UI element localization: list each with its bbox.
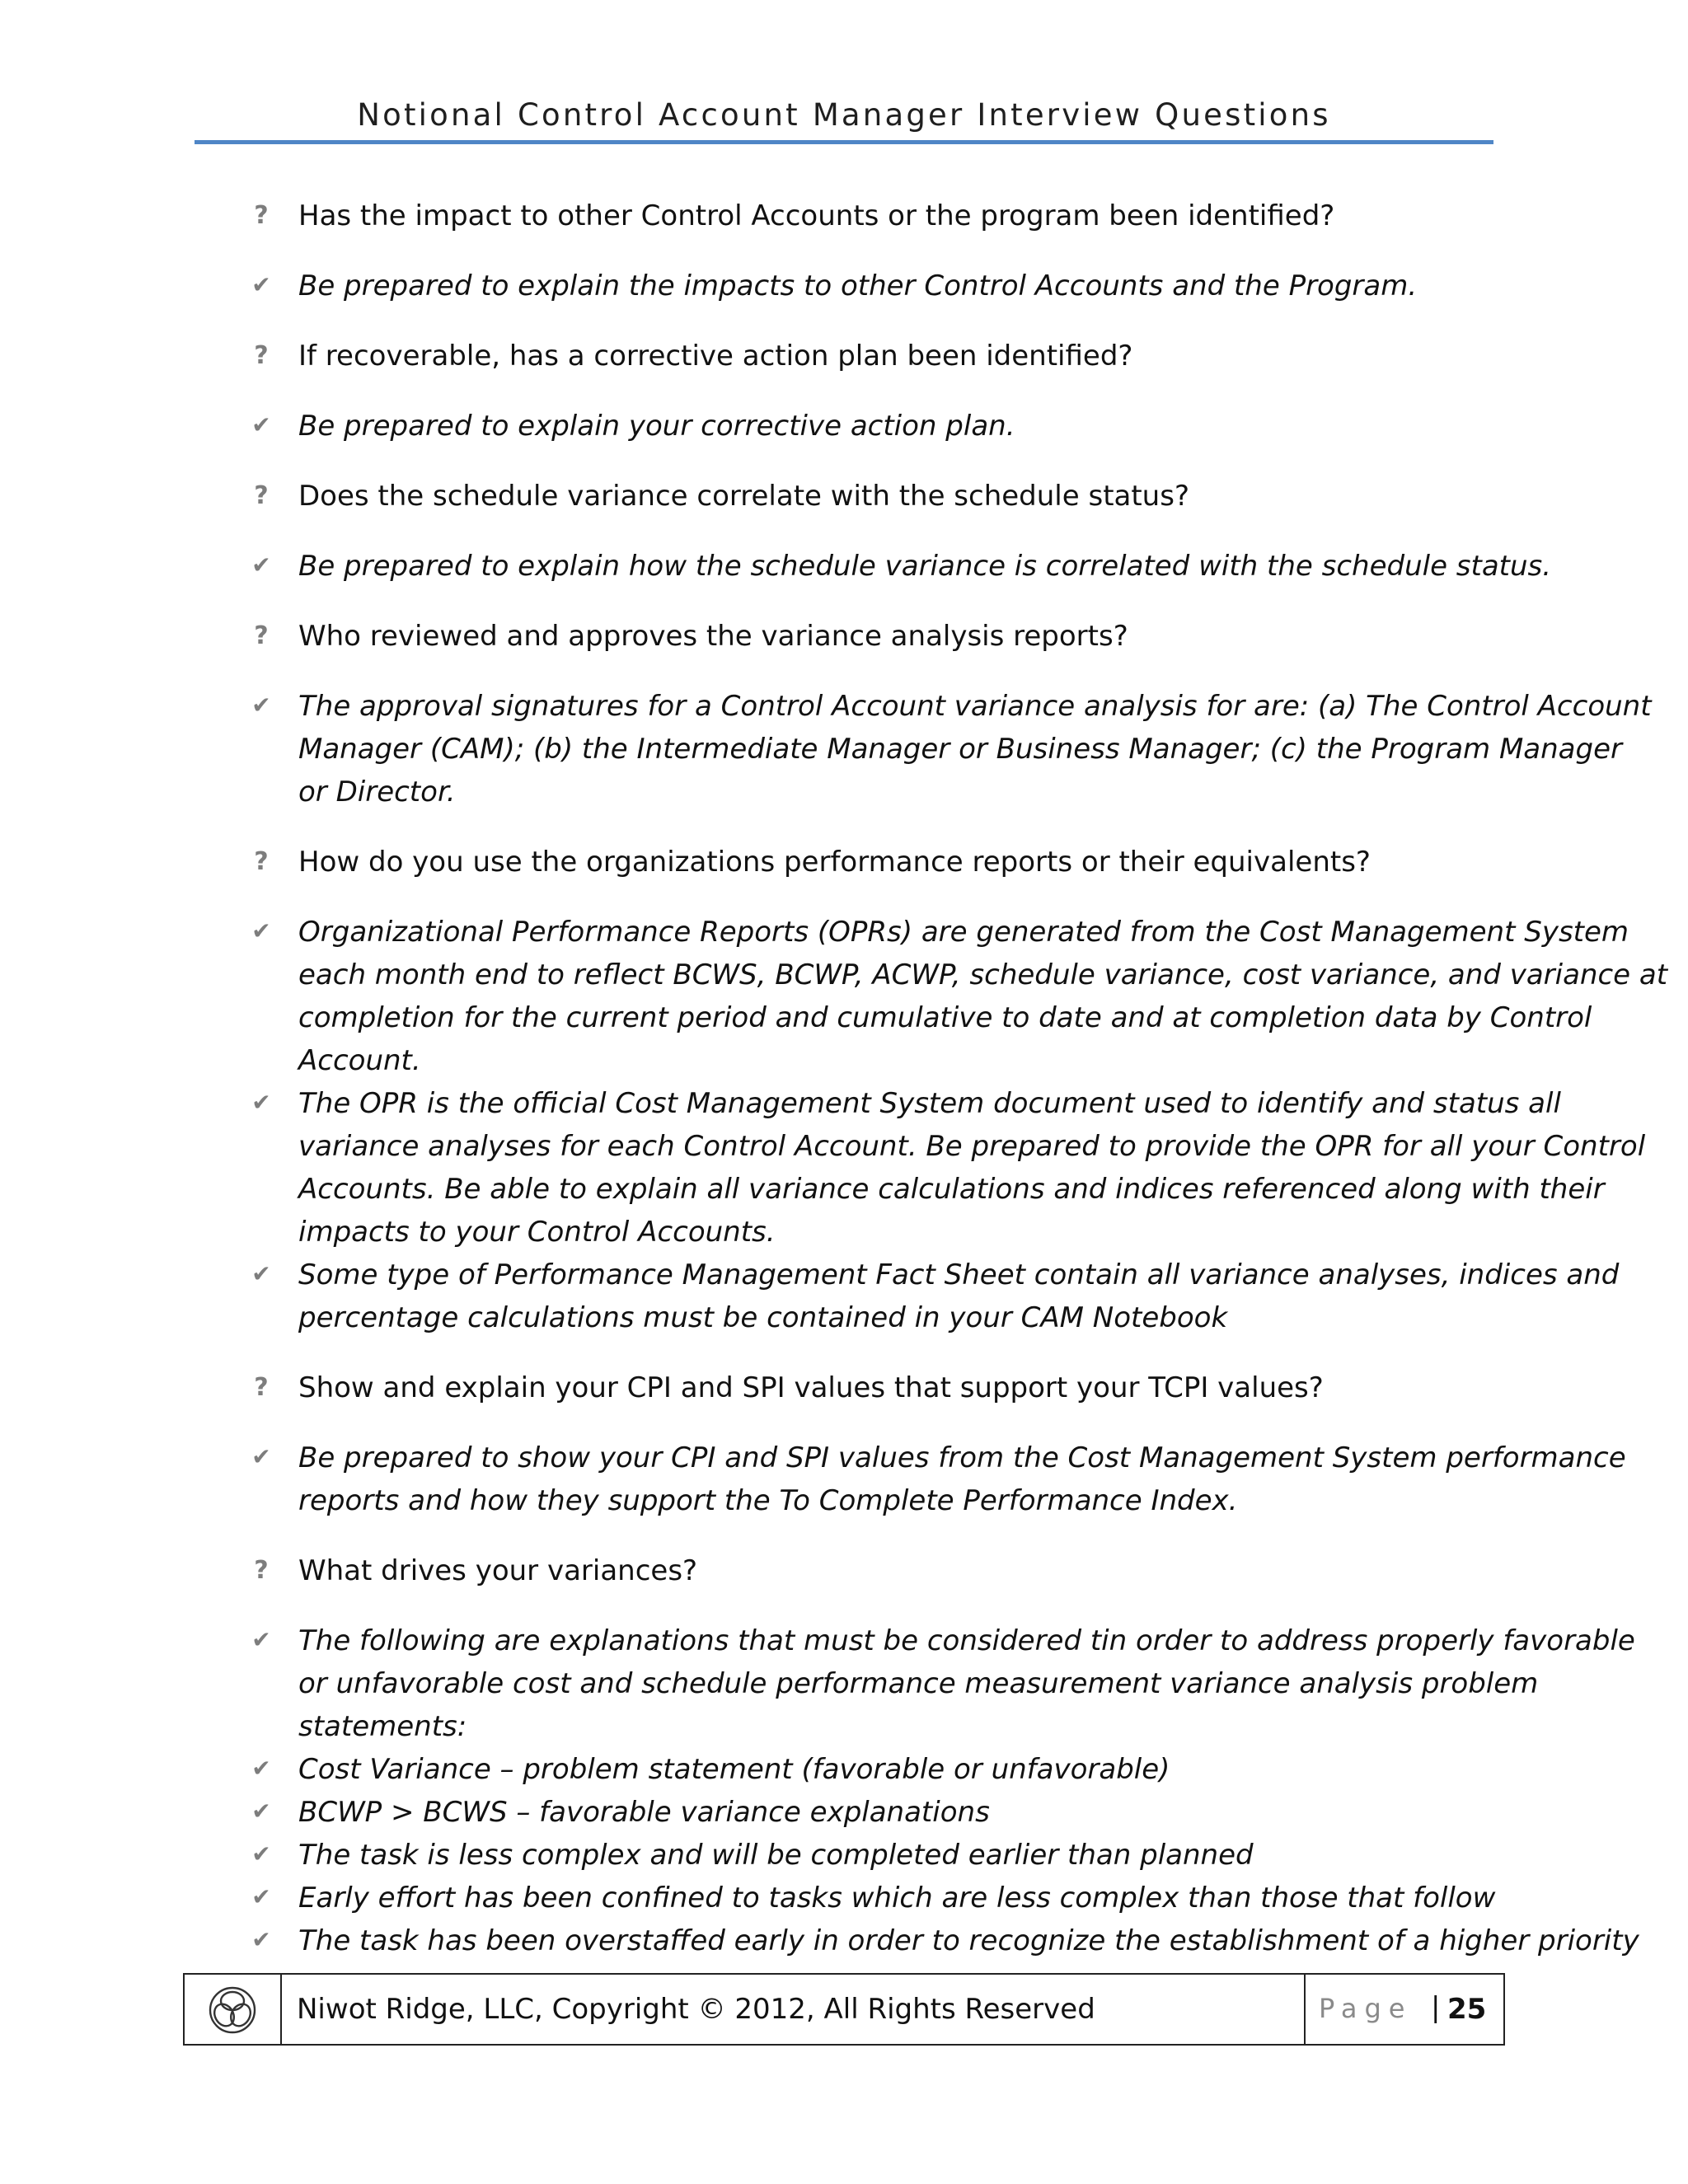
text-line: or Director. xyxy=(298,776,456,808)
question-text xyxy=(298,335,1502,377)
question-text xyxy=(298,615,1502,658)
question-icon: ? xyxy=(254,1373,269,1402)
text-line: Organizational Performance Reports (OPRs) are generated from the Cost Management System xyxy=(298,916,1629,949)
text-line: The following are explanations that must be considered tin order to address properly favorable xyxy=(298,1624,1635,1657)
text-line: If recoverable, has a corrective action plan been identified? xyxy=(298,340,1133,373)
checkmark-icon: ✔ xyxy=(251,1755,271,1782)
checkmark-icon: ✔ xyxy=(251,917,271,944)
answer-text xyxy=(298,1834,1502,1877)
checkmark-icon: ✔ xyxy=(251,1840,271,1868)
text-line: or unfavorable cost and schedule performance measurement variance analysis problem xyxy=(298,1667,1539,1700)
question-text xyxy=(298,475,1502,518)
text-line: BCWP > BCWS – favorable variance explanations xyxy=(298,1796,990,1829)
question-text xyxy=(298,194,1502,237)
text-line: Does the schedule variance correlate with the schedule status? xyxy=(298,480,1189,513)
text-line: The OPR is the official Cost Management System document used to identify and status all xyxy=(298,1087,1561,1120)
answer-text xyxy=(298,1919,1639,1962)
text-line: The task is less complex and will be completed earlier than planned xyxy=(298,1839,1254,1872)
question-text xyxy=(298,1549,1502,1592)
text-line: Account. xyxy=(298,1044,421,1077)
footer-page-cell xyxy=(1304,1975,1503,2044)
text-line: Be prepared to explain your corrective action plan. xyxy=(298,410,1015,443)
checkmark-icon: ✔ xyxy=(251,691,271,719)
text-line: variance analyses for each Control Account. Be prepared to provide the OPR for all your Control xyxy=(298,1130,1646,1163)
text-line: The approval signatures for a Control Account variance analysis for are: (a) The Control Account xyxy=(298,690,1652,723)
answer-text xyxy=(298,1619,1635,1748)
answer-text xyxy=(298,1254,1620,1339)
checkmark-icon: ✔ xyxy=(251,1089,271,1116)
page-number: 25 xyxy=(1447,1993,1487,2026)
question-icon: ? xyxy=(254,1556,269,1585)
text-line: Early effort has been confined to tasks which are less complex than those that follow xyxy=(298,1882,1496,1915)
text-line: Who reviewed and approves the variance analysis reports? xyxy=(298,620,1128,653)
text-line: impacts to your Control Accounts. xyxy=(298,1216,776,1249)
answer-text xyxy=(298,1748,1502,1791)
footer-logo-cell xyxy=(185,1975,282,2044)
answer-text xyxy=(298,911,1668,1082)
question-icon: ? xyxy=(254,481,269,510)
question-icon: ? xyxy=(254,341,269,370)
text-line: percentage calculations must be contained in your CAM Notebook xyxy=(298,1301,1228,1334)
text-line: Be prepared to explain the impacts to other Control Accounts and the Program. xyxy=(298,269,1418,302)
text-line: How do you use the organizations performance reports or their equivalents? xyxy=(298,846,1371,879)
question-text xyxy=(298,1366,1502,1409)
answer-text xyxy=(298,685,1652,813)
page-header-title: Notional Control Account Manager Interview Questions xyxy=(357,97,1331,133)
text-line: Has the impact to other Control Accounts or the program been identified? xyxy=(298,199,1335,232)
answer-text xyxy=(298,1791,1502,1834)
question-icon: ? xyxy=(254,621,269,650)
checkmark-icon: ✔ xyxy=(251,411,271,438)
text-line: Show and explain your CPI and SPI values that support your TCPI values? xyxy=(298,1371,1324,1404)
text-line: Some type of Performance Management Fact Sheet contain all variance analyses, indices and xyxy=(298,1258,1620,1291)
checkmark-icon: ✔ xyxy=(251,551,271,579)
answer-text xyxy=(298,1877,1502,1919)
answer-text xyxy=(298,405,1502,448)
text-line: completion for the current period and cumulative to date and at completion data by Control xyxy=(298,1001,1592,1034)
answer-text xyxy=(298,1082,1646,1254)
answer-text xyxy=(298,1436,1626,1522)
checkmark-icon: ✔ xyxy=(251,271,271,298)
checkmark-icon: ✔ xyxy=(251,1443,271,1470)
text-line: Be prepared to show your CPI and SPI values from the Cost Management System performance xyxy=(298,1441,1626,1474)
text-line: What drives your variances? xyxy=(298,1554,698,1587)
text-line: reports and how they support the To Complete Performance Index. xyxy=(298,1484,1238,1517)
knot-logo-icon xyxy=(204,1985,260,2036)
text-line: each month end to reflect BCWS, BCWP, ACWP, schedule variance, cost variance, and variance at xyxy=(298,958,1668,991)
footer-copyright: Niwot Ridge, LLC, Copyright © 2012, All Rights Reserved xyxy=(297,1993,1095,2026)
text-line: The task has been overstaffed early in order to recognize the establishment of a higher priority xyxy=(298,1924,1639,1957)
question-icon: ? xyxy=(254,201,269,230)
question-text xyxy=(298,841,1502,883)
checkmark-icon: ✔ xyxy=(251,1626,271,1653)
question-icon: ? xyxy=(254,847,269,876)
page-label: Page xyxy=(1319,1993,1413,2024)
answer-text xyxy=(298,265,1502,307)
text-line: Cost Variance – problem statement (favorable or unfavorable) xyxy=(298,1753,1170,1786)
checkmark-icon: ✔ xyxy=(251,1926,271,1953)
answer-text xyxy=(298,545,1552,588)
checkmark-icon: ✔ xyxy=(251,1883,271,1910)
checkmark-icon: ✔ xyxy=(251,1797,271,1825)
checkmark-icon: ✔ xyxy=(251,1260,271,1287)
text-line: Be prepared to explain how the schedule variance is correlated with the schedule status. xyxy=(298,550,1552,583)
text-line: Accounts. Be able to explain all variance calculations and indices referenced along with their xyxy=(298,1173,1605,1206)
header-divider xyxy=(195,140,1493,144)
page-separator: | xyxy=(1431,1991,1441,2024)
text-line: statements: xyxy=(298,1710,467,1743)
page-footer xyxy=(183,1973,1505,2046)
text-line: Manager (CAM); (b) the Intermediate Manager or Business Manager; (c) the Program Manager xyxy=(298,733,1622,766)
